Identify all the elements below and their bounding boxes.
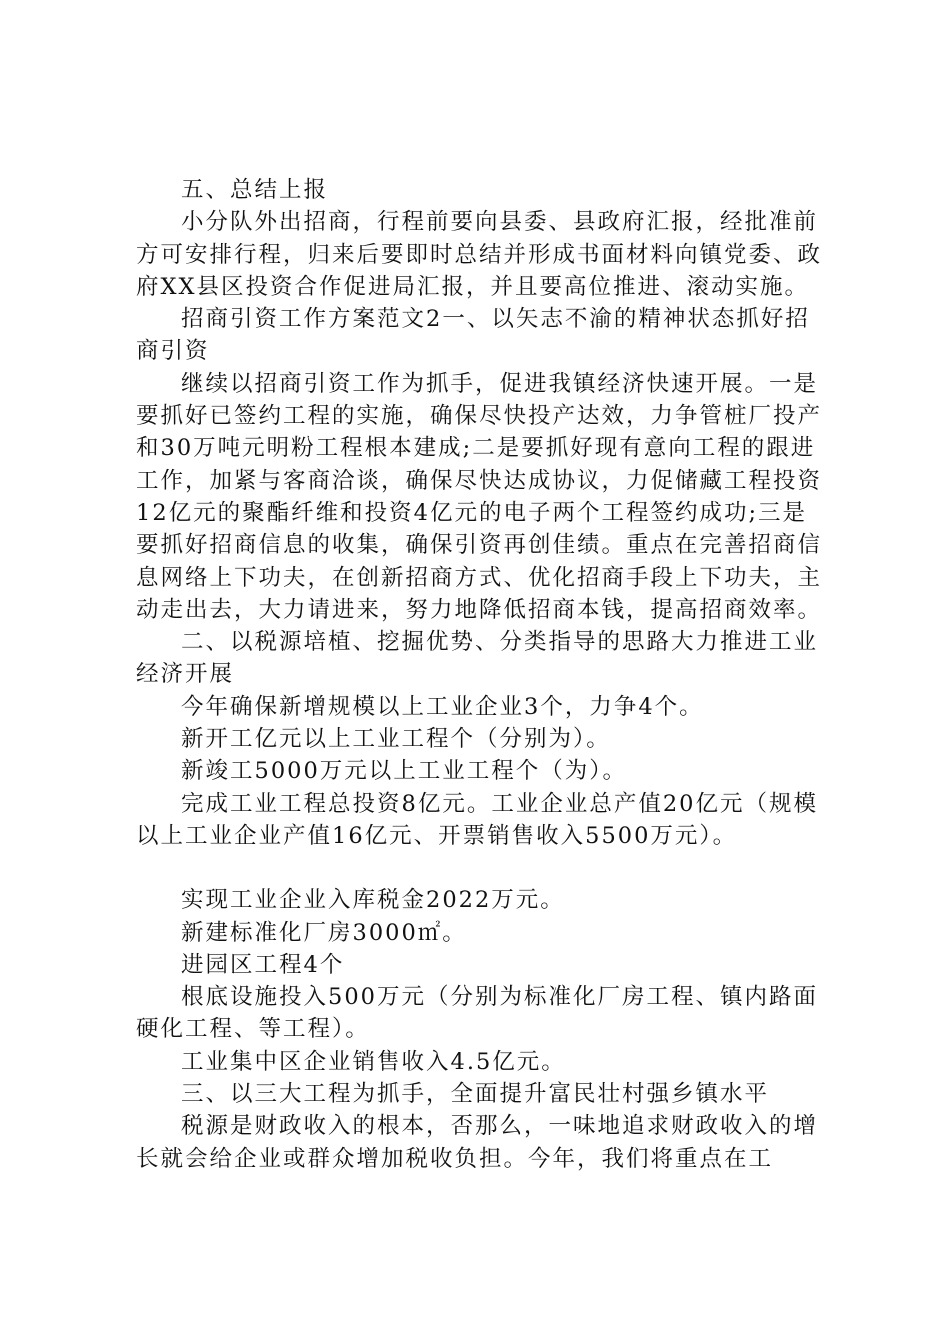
section-heading: 招商引资工作方案范文2一、以矢志不渝的精神状态抓好招商引资 [136,306,810,365]
section-heading: 三、以三大工程为抓手，全面提升富民壮村强乡镇水平 [181,1081,770,1108]
document-body [136,174,826,1175]
paragraph: 根底设施投入500万元（分别为标准化厂房工程、镇内路面硬化工程、等工程）。 [136,984,818,1043]
paragraph: 进园区工程4个 [181,951,345,978]
paragraph: 小分队外出招商，行程前要向县委、县政府汇报，经批准前方可安排行程，归来后要即时总结并形成书面材料向镇党委、政府XX县区投资合作促进局汇报，并且要高位推进、滚动实施。 [136,209,823,300]
paragraph: 继续以招商引资工作为抓手，促进我镇经济快速开展。一是要抓好已签约工程的实施，确保尽快投产达效，力争管桩厂投产和30万吨元明粉工程根本建成;二是要抓好现有意向工程的跟进工作，加紧与客商洽谈，确保尽快达成协议，力促储藏工程投资12亿元的聚酯纤维和投资4亿元的电子两个工程签约成功;三是要抓好招商信息的收集，确保引资再创佳绩。重点在完善招商信息网络上下功夫，在创新招商方式、优化招商手段上下功夫，主动走出去，大力请进来，努力地降低招商本钱，提高招商效率。 [136,370,823,623]
paragraph: 新竣工5000万元以上工业工程个（为）。 [181,758,628,785]
paragraph: 新开工亿元以上工业工程个（分别为）。 [181,726,611,753]
section-heading-summary: 五、总结上报 [181,177,329,203]
paragraph: 今年确保新增规模以上工业企业3个，力争4个。 [181,693,704,720]
paragraph: 完成工业工程总投资8亿元。工业企业总产值20亿元（规模以上工业企业产值16亿元、开票销售收入5500万元）。 [136,790,818,849]
section-heading: 二、以税源培植、挖掘优势、分类指导的思路大力推进工业经济开展 [136,629,819,688]
paragraph: 新建标准化厂房3000㎡。 [181,919,467,946]
paragraph: 实现工业企业入库税金2022万元。 [181,887,565,914]
paragraph: 工业集中区企业销售收入4.5亿元。 [181,1048,566,1075]
paragraph: 税源是财政收入的根本，否那么，一味地追求财政收入的增长就会给企业或群众增加税收负担。今年，我们将重点在工 [136,1113,819,1172]
